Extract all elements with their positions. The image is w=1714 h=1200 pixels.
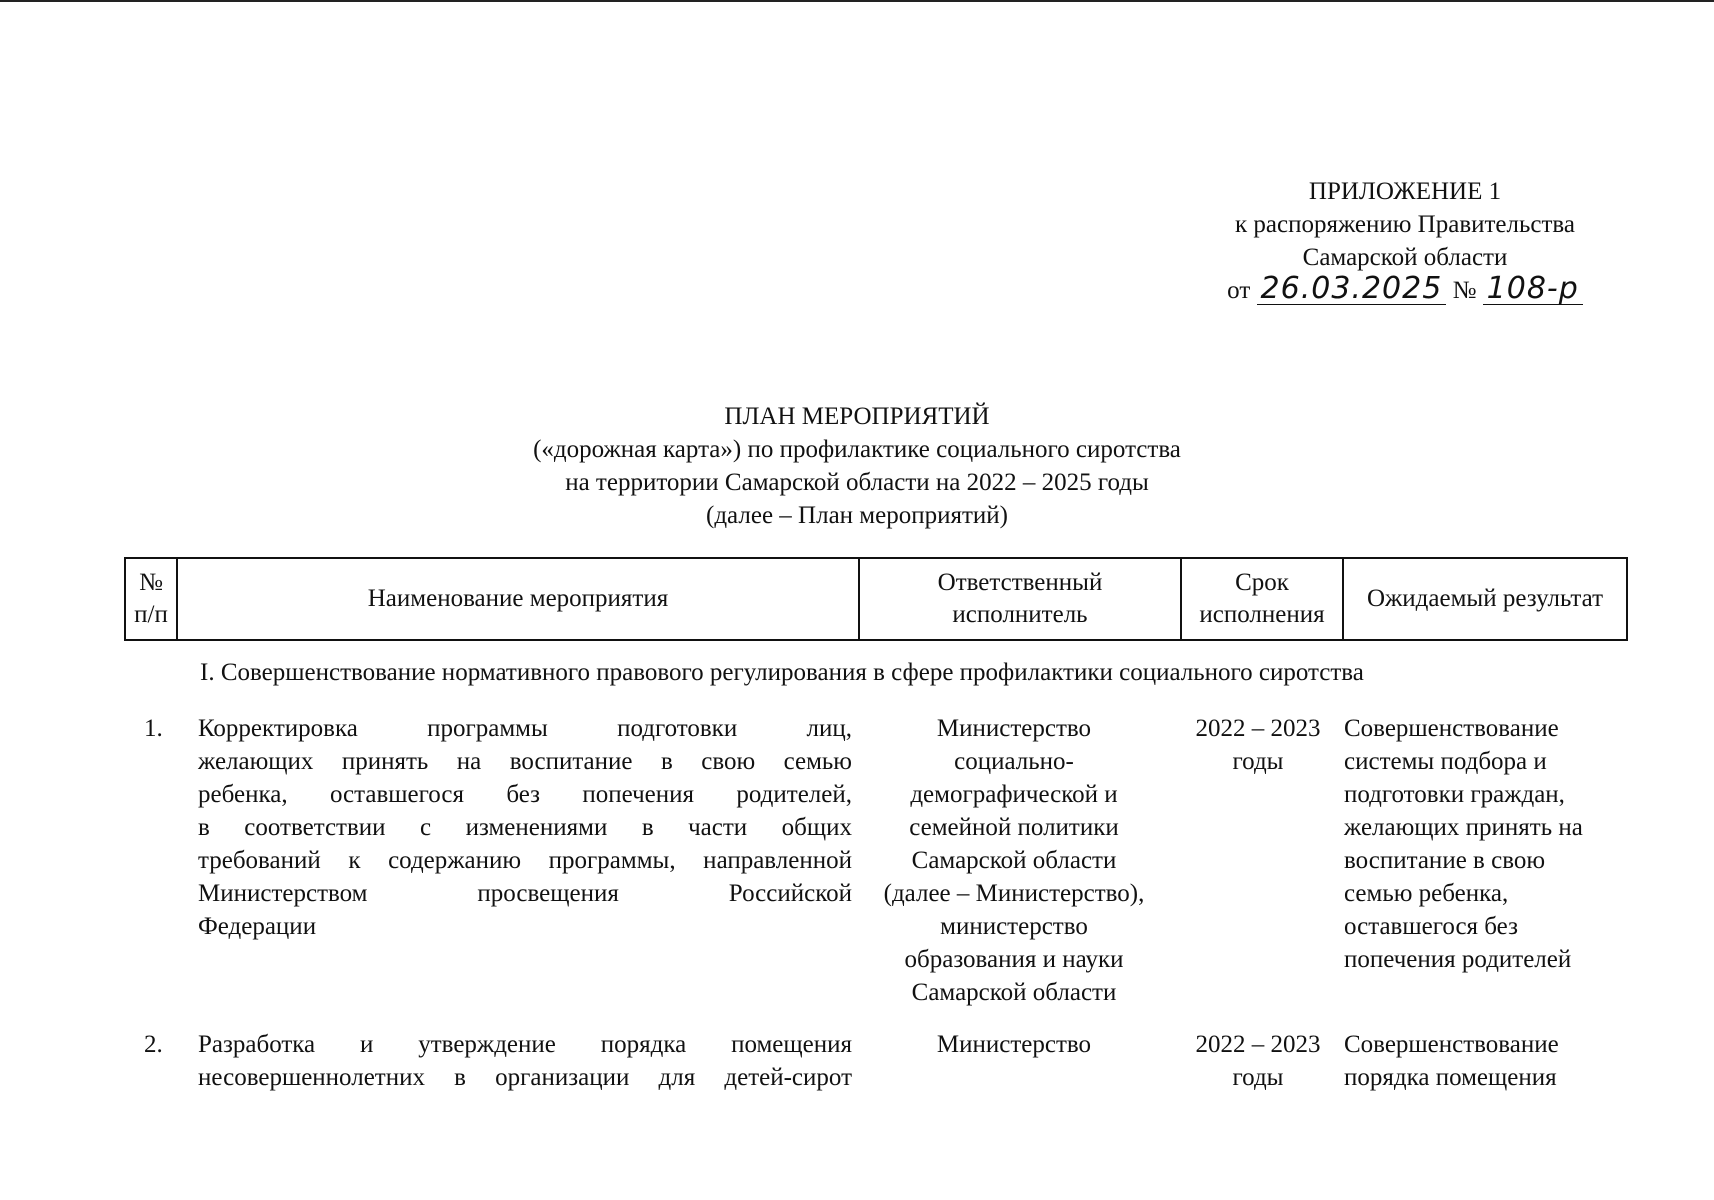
table-header	[124, 557, 1628, 641]
result-line: семью ребенка,	[1344, 880, 1509, 907]
annex-line-2: Самарской области	[1302, 244, 1508, 271]
header-result: Ожидаемый результат	[1366, 585, 1604, 612]
row-number: 2.	[144, 1031, 163, 1058]
number-label: №	[1452, 277, 1477, 304]
scan-top-edge	[0, 0, 1714, 2]
name-line: Разработка и утверждение порядка помещения	[198, 1031, 852, 1058]
handwritten-number: 108-р	[1483, 274, 1583, 305]
result-line: Совершенствование	[1344, 1031, 1559, 1058]
header-num	[126, 559, 178, 639]
name-line: желающих принять на воспитание в свою семью	[198, 748, 852, 775]
row-number: 1.	[144, 715, 163, 742]
exec-line: Самарской области	[911, 979, 1117, 1006]
name-line: ребенка, оставшегося без попечения родителей,	[198, 781, 852, 808]
name-line: в соответствии с изменениями в части общих	[198, 814, 852, 841]
document-title	[0, 400, 1714, 532]
result-line: системы подбора и	[1344, 748, 1547, 775]
exec-line: социально-	[954, 748, 1074, 775]
row-executor	[864, 712, 1164, 1009]
header-term-line-2: исполнения	[1199, 601, 1325, 628]
header-exec	[860, 559, 1182, 639]
result-line: оставшегося без	[1344, 913, 1518, 940]
from-label: от	[1227, 277, 1251, 304]
exec-line: образования и науки	[904, 946, 1124, 973]
header-num-line-2: п/п	[134, 601, 168, 628]
annex-block	[1195, 175, 1615, 307]
row-term	[1178, 712, 1338, 778]
header-name: Наименование мероприятия	[178, 559, 860, 639]
header-exec-line-2: исполнитель	[952, 601, 1088, 628]
exec-line: министерство	[940, 913, 1088, 940]
result-line: порядка помещения	[1344, 1064, 1557, 1091]
header-term-line-1: Срок	[1235, 569, 1289, 596]
row-name	[198, 1028, 852, 1094]
header-exec-line-1: Ответственный	[937, 569, 1103, 596]
result-line: подготовки граждан,	[1344, 781, 1565, 808]
exec-line: демографической и	[910, 781, 1118, 808]
exec-line: семейной политики	[909, 814, 1119, 841]
name-line: требований к содержанию программы, направленной	[198, 847, 852, 874]
title-line-1: ПЛАН МЕРОПРИЯТИЙ	[724, 403, 990, 430]
term-line: годы	[1232, 1064, 1284, 1091]
handwritten-date: 26.03.2025	[1257, 274, 1447, 305]
name-line: Министерством просвещения Российской	[198, 880, 852, 907]
term-line: 2022 – 2023	[1195, 1031, 1321, 1058]
header-num-line-1: №	[139, 569, 163, 596]
header-term	[1182, 559, 1344, 639]
term-line: 2022 – 2023	[1195, 715, 1321, 742]
result-line: попечения родителей	[1344, 946, 1572, 973]
annex-date-line	[1195, 271, 1615, 307]
title-line-3: на территории Самарской области на 2022 – 2025 годы	[565, 469, 1149, 496]
row-term	[1178, 1028, 1338, 1094]
title-line-4: (далее – План мероприятий)	[706, 502, 1008, 529]
row-result	[1344, 1028, 1634, 1094]
exec-line: Самарской области	[911, 847, 1117, 874]
name-line: Федерации	[198, 913, 317, 940]
annex-title: ПРИЛОЖЕНИЕ 1	[1308, 178, 1502, 205]
row-result	[1344, 712, 1634, 976]
title-line-2: («дорожная карта») по профилактике социального сиротства	[533, 436, 1181, 463]
result-line: Совершенствование	[1344, 715, 1559, 742]
annex-line-1: к распоряжению Правительства	[1234, 211, 1575, 238]
row-executor	[864, 1028, 1164, 1061]
result-line: желающих принять на	[1344, 814, 1583, 841]
result-line: воспитание в свою	[1344, 847, 1546, 874]
row-name	[198, 712, 852, 943]
section-heading: I. Совершенствование нормативного правового регулирования в сфере профилактики социального сиротства	[200, 659, 1364, 686]
name-line: несовершеннолетних в организации для детей-сирот	[198, 1064, 852, 1091]
exec-line: (далее – Министерство),	[883, 880, 1145, 907]
term-line: годы	[1232, 748, 1284, 775]
exec-line: Министерство	[936, 715, 1092, 742]
name-line: Корректировка программы подготовки лиц,	[198, 715, 852, 742]
exec-line: Министерство	[936, 1031, 1092, 1058]
